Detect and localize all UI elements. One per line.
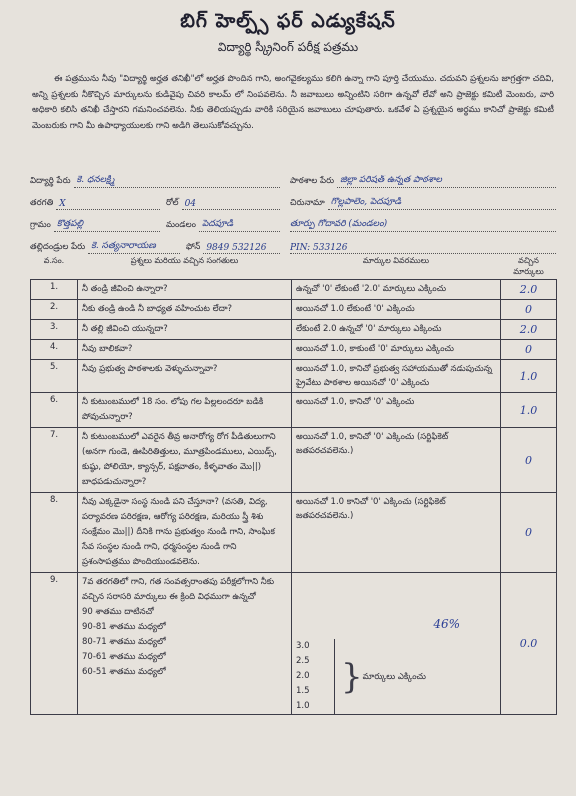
table-row [31, 300, 557, 320]
q9-subrow: 60-51 శాతము మధ్యలో [82, 667, 166, 677]
q9-subrow: 80-71 శాతము మధ్యలో [82, 637, 166, 647]
row-criteria: అయినచో 1.0, కానిచో ప్రభుత్వ సహాయముతో నడుపుచున్న ప్రైవేటు పాఠశాల అయినచో '0' ఎక్కించు [292, 360, 501, 393]
district-value: తూర్పు గోదావరి (మండలం) [290, 219, 556, 232]
q9-subvalue: 3.0 [296, 641, 310, 651]
address-value: గొల్లపాలెం, పెదపూడి [328, 197, 556, 210]
row-marks[interactable]: 0 [501, 493, 557, 573]
instructions [32, 72, 554, 134]
guardian-value: కె. సత్యనారాయణ [88, 241, 180, 254]
instructions-paragraph: ఈ పత్రమును నీవు "విద్యార్థి అర్హత తనిఖీ"లో అర్హత పొందిన గాని, అంగవైకల్యము కలిగి ఉన్నా గాని పూర్తి చేయుము. చదువని ప్రశ్నలను జాగ్రత్తగా చదివి, అన్ని ప్రశ్నలకు నీకొచ్చిన మార్కులను కుడివైపు చివరి కాలమ్ లో నింపవలెను. నీ జవాబులు అన్నింటిని సరిగా ఉన్నవో లేవో అని ప్రాజెక్టు కమిటీ మెంబరు, వారి అధికారి కలిసి తనిఖీ చేస్తారని గమనించవలెను. నీకు తెలియప్పుడు వారికి సరియైన జవాబులు చూపుతారు. ఒకవేళ ఏ ప్రశ్నయైన అర్థము కానిచో ప్రాజెక్టు కమిటీ మెంబరుకు గాని మీ ఉపాధ్యాయులకు గాని అడిగి తెలుసుకోవచ్చును. [32, 74, 554, 131]
address-label: చిరునామా [290, 198, 325, 208]
row-criteria: అయినచో 1.0 లేకుంటే '0' ఎక్కించు [292, 300, 501, 320]
student-details [30, 166, 556, 254]
row-marks[interactable]: 0 [501, 300, 557, 320]
table-row [31, 280, 557, 300]
table-row [31, 320, 557, 340]
student-name-label: విద్యార్థి పేరు [30, 176, 71, 186]
header-serial: వ.సం. [43, 256, 65, 265]
row-number: 7. [31, 428, 78, 493]
q9-subvalue: 2.0 [296, 671, 310, 681]
row-number: 4. [31, 340, 78, 360]
form-title: బిగ్ హెల్ప్స్ ఫర్ ఎడ్యుకేషన్ [180, 10, 396, 32]
row-marks[interactable]: 0.0 [501, 573, 557, 715]
row-question: నీ కుటుంబములో 18 సం. లోపు గల పిల్లలందరూ బడికి పోవుచున్నారా? [78, 393, 292, 428]
student-name-value: కె. ధనలక్ష్మి [74, 175, 280, 188]
q9-subrow: 90-81 శాతము మధ్యలో [82, 622, 166, 632]
row-number: 3. [31, 320, 78, 340]
row-number: 2. [31, 300, 78, 320]
mandal-label: మండలం [166, 220, 196, 230]
row-number: 6. [31, 393, 78, 428]
q9-subvalue: 2.5 [296, 656, 310, 666]
school-name-value: జిల్లా పరిషత్ ఉన్నత పాఠశాల [337, 175, 556, 188]
row-criteria [292, 573, 501, 715]
row-question [78, 573, 292, 715]
table-row [31, 493, 557, 573]
village-value: కొత్తపల్లి [54, 219, 160, 232]
table-header-row [31, 255, 557, 280]
q9-criteria-text: మార్కులు ఎక్కించు [362, 671, 426, 682]
form-subtitle: విద్యార్థి స్క్రీనింగ్ పరీక్ష పత్రము [217, 40, 359, 54]
row-question: నీవు ప్రభుత్వ పాఠశాలకు వెళ్ళుచున్నావా? [78, 360, 292, 393]
header-marks: వచ్చిన మార్కులు [513, 256, 544, 276]
row-number: 5. [31, 360, 78, 393]
guardian-label: తల్లిదండ్రుల పేరు [30, 242, 86, 252]
row-question: నీవు ఎక్కడైనా సంస్థ నుండి పని చేస్తూనా? (వసతి, విద్య, పర్యావరణ పరిరక్షణ, ఆరోగ్య పరిరక్షణ, మరియు స్త్రీ శిశు సంక్షేమం మొ||) దీనికి గాను ప్రభుత్వం నుండి గాని, సాంఘిక సేవ సంస్థల నుండి గాని, ధర్మసంస్థల నుండి గాని ప్రశంసాపత్రము పొందియుండవలెను. [78, 493, 292, 573]
table-row [31, 393, 557, 428]
row-criteria: లేకుంటే 2.0 ఉన్నచో '0' మార్కులు ఎక్కించు [292, 320, 501, 340]
row-number: 8. [31, 493, 78, 573]
row-marks[interactable]: 1.0 [501, 393, 557, 428]
brace-icon: } [341, 656, 363, 697]
pin-value: PIN: 533126 [290, 243, 556, 254]
row-marks[interactable]: 1.0 [501, 360, 557, 393]
row-question: నీ తండ్రి జీవించి ఉన్నారా? [78, 280, 292, 300]
row-criteria: ఉన్నచో '0' లేకుంటే '2.0' మార్కులు ఎక్కించు [292, 280, 501, 300]
mandal-value: పెదపూడి [199, 219, 280, 232]
handwritten-percentage: 46% [433, 617, 460, 631]
school-name-label: పాఠశాల పేరు [290, 176, 335, 186]
row-marks[interactable]: 0 [501, 340, 557, 360]
header-question: ప్రశ్నలు మరియు వచ్చిన సంగతులు [130, 256, 239, 265]
table-row [31, 428, 557, 493]
class-label: తరగతి [30, 198, 54, 208]
row-question: నీ తల్లి జీవించి యున్నదా? [78, 320, 292, 340]
row-marks[interactable]: 2.0 [501, 320, 557, 340]
class-value: X [56, 199, 160, 210]
roll-value: 04 [182, 199, 280, 210]
roll-label: రోల్ [166, 198, 179, 208]
row-question: నీ కుటుంబములో ఎవరైన తీవ్ర అనారోగ్య రోగ పీడితులుగాని (అనగా గుండె, ఊపిరితిత్తులు, మూత్రపిండములు, ఎయిడ్స్, కుష్ఠు, పోలియో, క్యాన్సర్, పక్షవాతం, కీళ్ళవాతం మొ||) బాధపడుచున్నారా? [78, 428, 292, 493]
screening-table [30, 255, 557, 715]
row-marks[interactable]: 2.0 [501, 280, 557, 300]
row-criteria: అయినచో 1.0, కానిచో '0' ఎక్కించు (సర్టిఫికెట్ జతపరచవలెను.) [292, 428, 501, 493]
q9-subvalue: 1.0 [296, 701, 310, 711]
q9-subvalue: 1.5 [296, 686, 310, 696]
row-marks[interactable]: 0 [501, 428, 557, 493]
row-criteria: అయినచో 1.0 కానిచో '0' ఎక్కించు (సర్టిఫికెట్ జతపరచవలెను.) [292, 493, 501, 573]
q9-subrow: 70-61 శాతము మధ్యలో [82, 652, 166, 662]
row-number: 9. [31, 573, 78, 715]
row-criteria: అయినచో 1.0, కానిచో '0' ఎక్కించు [292, 393, 501, 428]
q9-subrow: 90 శాతము దాటినచో [82, 607, 154, 617]
row-criteria: అయినచో 1.0, కాకుంటే '0' మార్కులు ఎక్కించు [292, 340, 501, 360]
phone-label: ఫోన్ [186, 242, 201, 252]
table-row [31, 360, 557, 393]
phone-value: 9849 532126 [203, 243, 280, 254]
row-question: నీవు బాలికవా? [78, 340, 292, 360]
table-row [31, 340, 557, 360]
row-question: నీకు తండ్రి ఉండి నీ బాధ్యత వహించుట లేదా? [78, 300, 292, 320]
table-row [31, 573, 557, 715]
row-number: 1. [31, 280, 78, 300]
header-criteria: మార్కుల వివరములు [362, 256, 430, 265]
q9-text: 7వ తరగతిలో గాని, గత సంవత్సరాంతపు పరీక్షలోగాని నీకు వచ్చిన సరాసరి మార్కులు ఈ క్రింది విధముగా ఉన్నచో [82, 577, 275, 602]
village-label: గ్రామం [30, 220, 51, 230]
